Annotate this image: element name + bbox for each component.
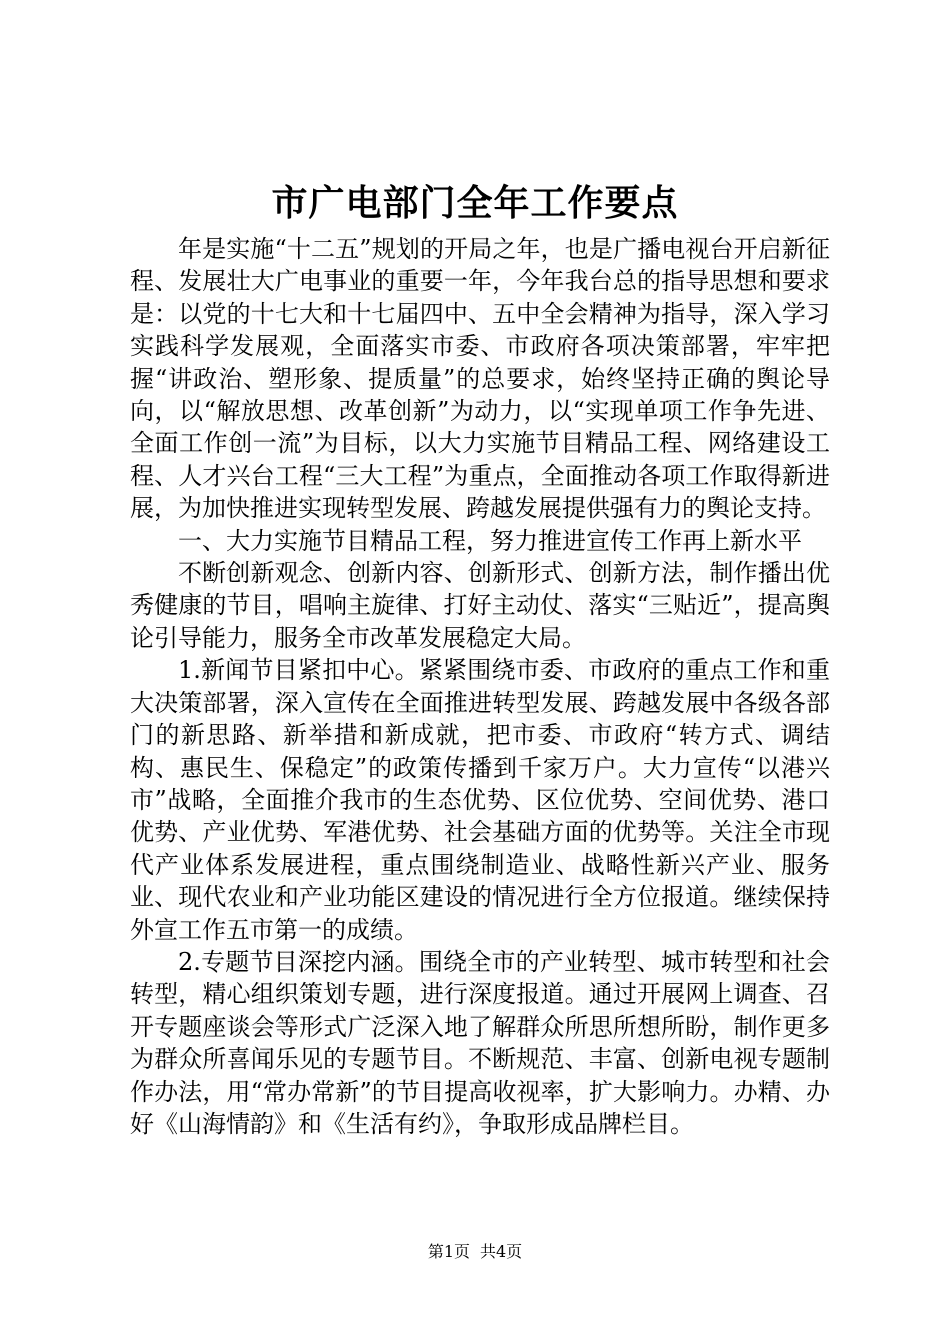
document-body (130, 233, 830, 1140)
item-paragraph-special: 2.专题节目深挖内涵。围绕全市的产业转型、城市转型和社会转型，精心组织策划专题，进行深度报道。通过开展网上调查、召开专题座谈会等形式广泛深入地了解群众所思所想所盼，制作更多为群众所喜闻乐见的专题节目。不断规范、丰富、创新电视专题制作办法，用“常办常新”的节目提高收视率，扩大影响力。办精、办好《山海情韵》和《生活有约》，争取形成品牌栏目。 (130, 947, 830, 1138)
section-paragraph: 不断创新观念、创新内容、创新形式、创新方法，制作播出优秀健康的节目，唱响主旋律、打好主动仗、落实“三贴近”，提高舆论引导能力，服务全市改革发展稳定大局。 (130, 559, 830, 652)
page-footer (0, 1240, 950, 1264)
item-paragraph-news: 1.新闻节目紧扣中心。紧紧围绕市委、市政府的重点工作和重大决策部署，深入宣传在全面推进转型发展、跨越发展中各级各部门的新思路、新举措和新成就，把市委、市政府“转方式、调结构、惠民生、保稳定”的政策传播到千家万户。大力宣传“以港兴市”战略，全面推介我市的生态优势、区位优势、空间优势、港口优势、产业优势、军港优势、社会基础方面的优势等。关注全市现代产业体系发展进程，重点围绕制造业、战略性新兴产业、服务业、现代农业和产业功能区建设的情况进行全方位报道。继续保持外宣工作五市第一的成绩。 (130, 656, 830, 944)
document-title: 市广电部门全年工作要点 (271, 182, 679, 224)
page-number: 第1页 (427, 1242, 470, 1261)
intro-paragraph: 年是实施“十二五”规划的开局之年，也是广播电视台开启新征程、发展壮大广电事业的重要一年，今年我台总的指导思想和要求是：以党的十七大和十七届四中、五中全会精神为指导，深入学习实践科学发展观，全面落实市委、市政府各项决策部署，牢牢把握“讲政治、塑形象、提质量”的总要求，始终坚持正确的舆论导向，以“解放思想、改革创新”为动力，以“实现单项工作争先进、全面工作创一流”为目标，以大力实施节目精品工程、网络建设工程、人才兴台工程“三大工程”为重点，全面推动各项工作取得新进展，为加快推进实现转型发展、跨越发展提供强有力的舆论支持。 (130, 235, 830, 523)
page-total: 共4页 (480, 1242, 523, 1261)
section-heading: 一、大力实施节目精品工程，努力推进宣传工作再上新水平 (178, 526, 802, 555)
